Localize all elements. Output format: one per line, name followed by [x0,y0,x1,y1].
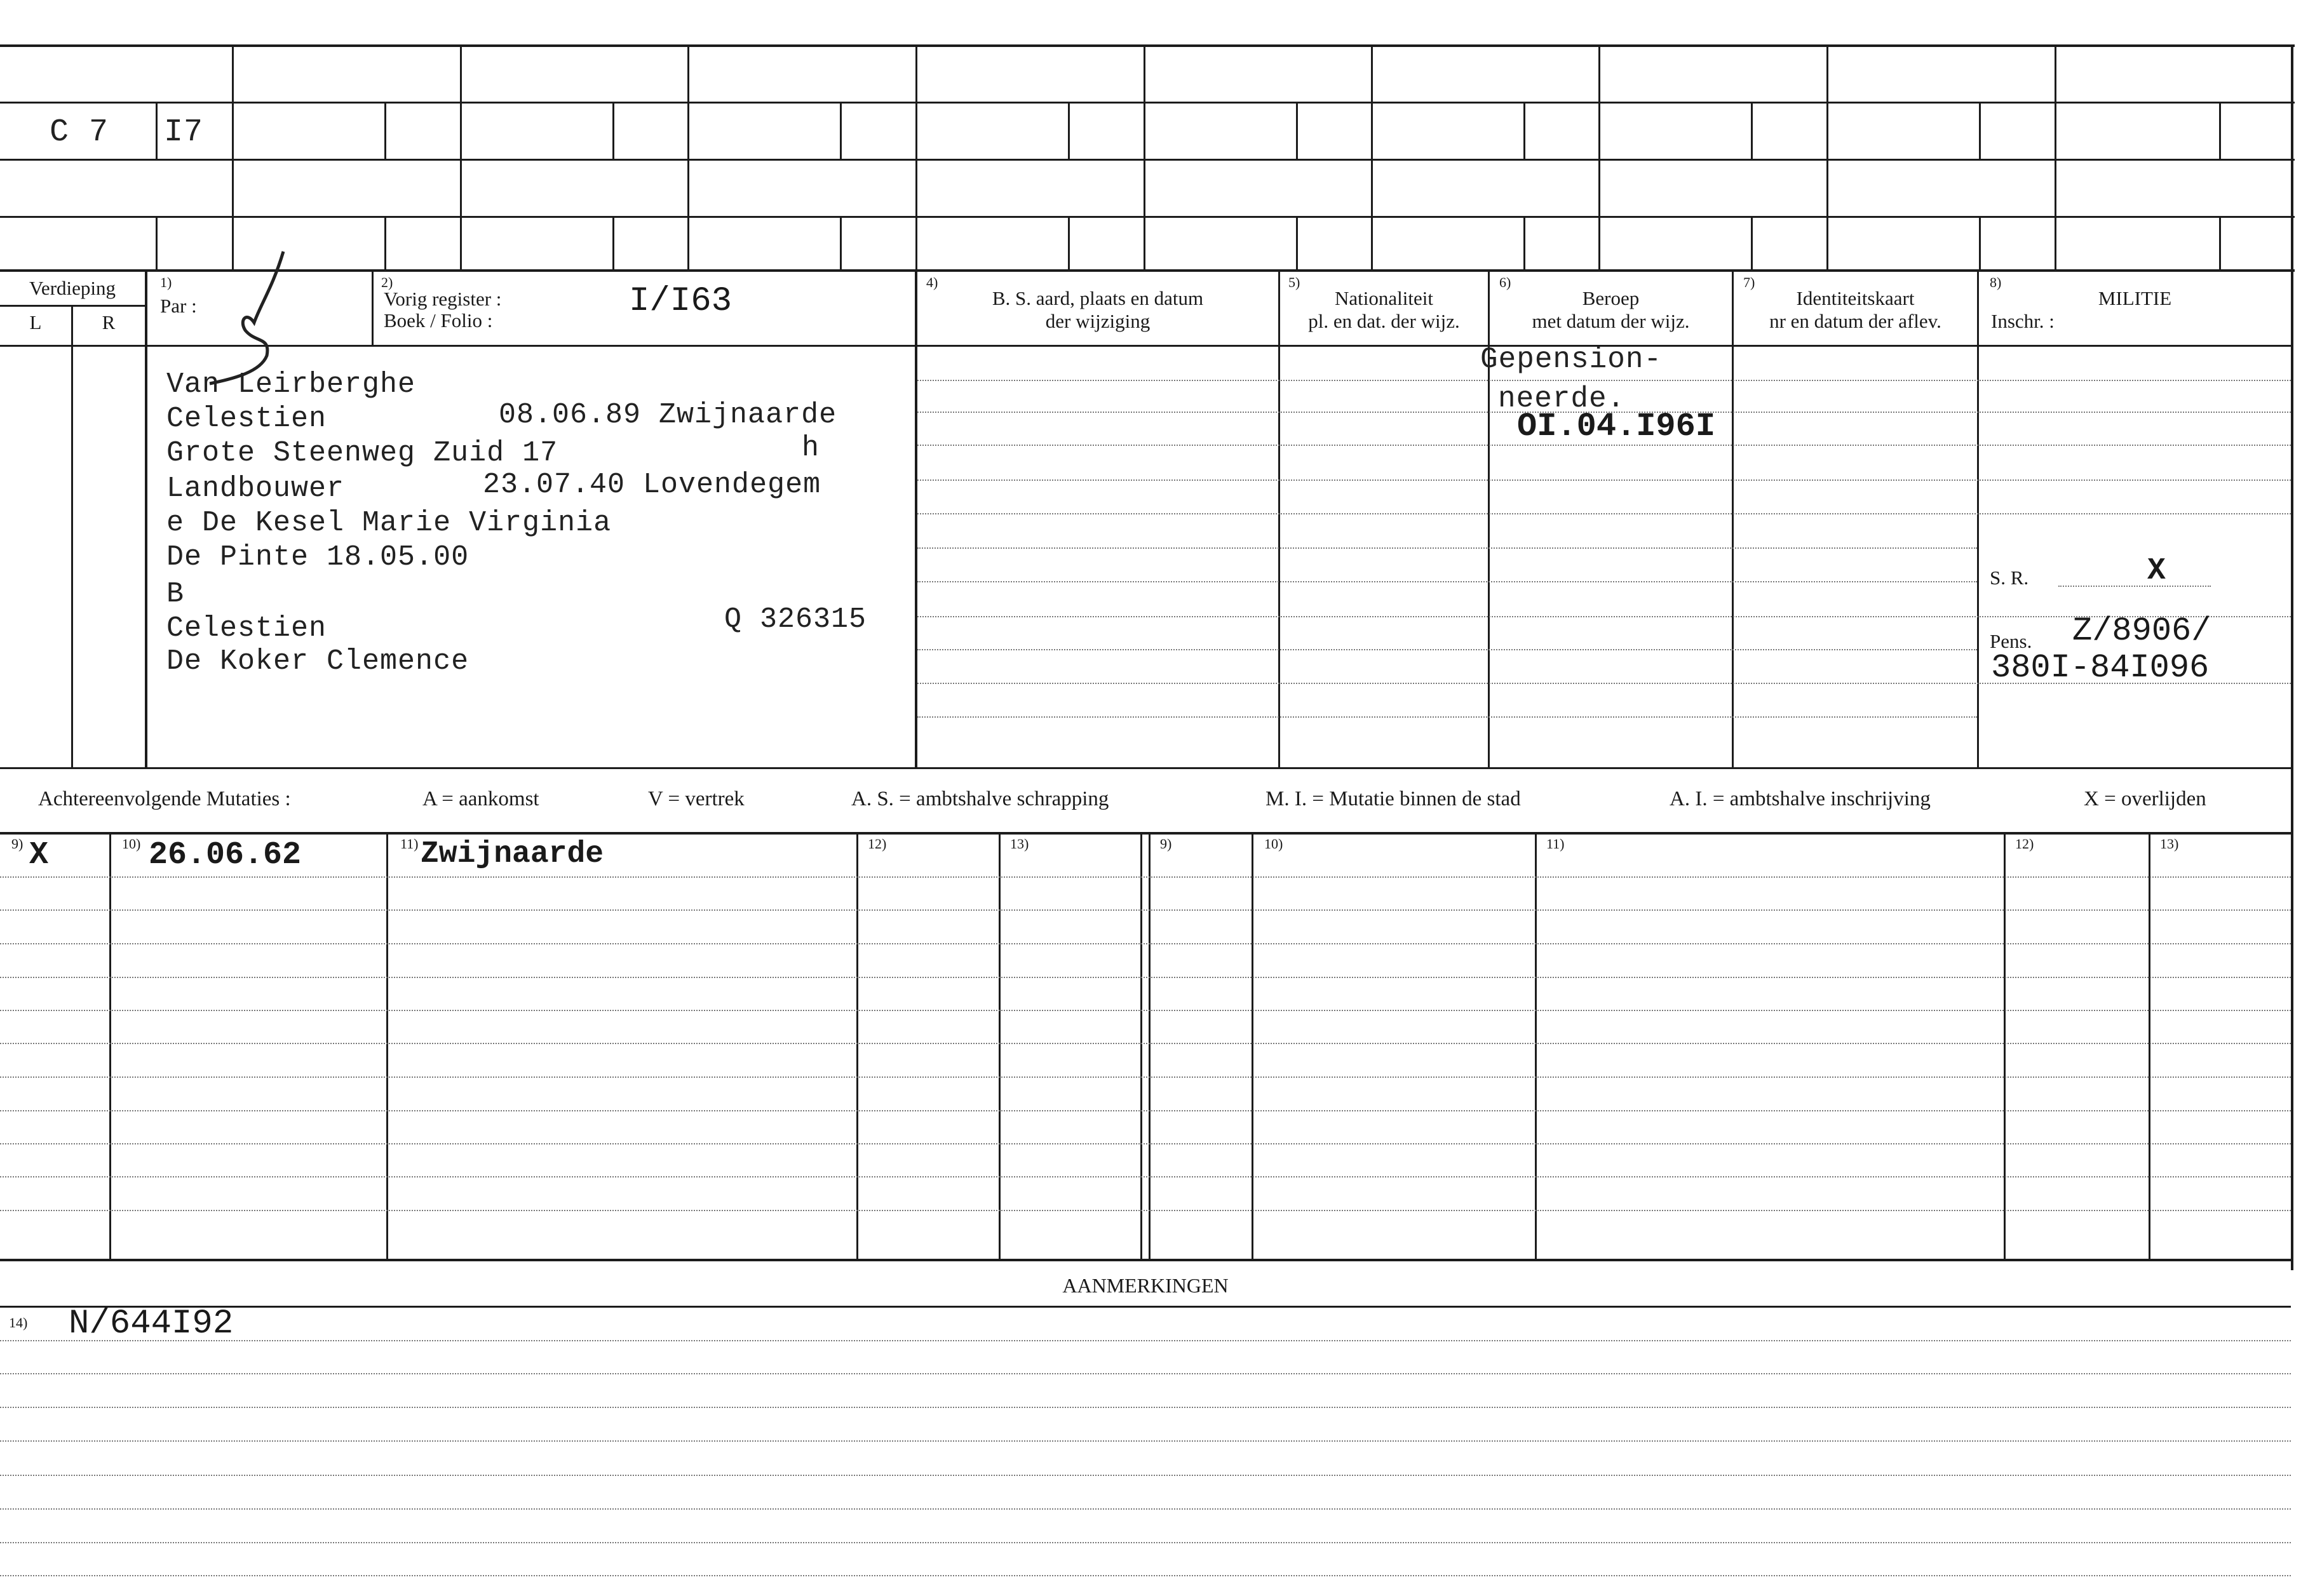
grid-line [0,767,2291,769]
ruled-line [0,1340,2291,1341]
profession-change-line2: neerde. [1498,382,1626,415]
ruled-line [0,1508,2291,1510]
remarks-value: N/644I92 [69,1304,234,1343]
floor-right-label: R [102,311,116,333]
grid-line [0,159,2295,161]
col-place-number: 11) [400,836,419,852]
profession-sub: met datum der wijz. [1532,310,1690,332]
book-folio-label: Boek / Folio : [384,309,493,332]
col-12-number: 12) [868,836,887,852]
grid-line [1144,44,1145,271]
mark-b: B [166,578,185,610]
occupation: Landbouwer [166,473,345,505]
col-date-number: 10) [122,836,141,852]
grid-line [856,833,858,1260]
remarks-title: AANMERKINGEN [1062,1274,1229,1297]
grid-line [156,216,158,271]
pens-value-2: 380I-84I096 [1991,649,2210,687]
grid-line [386,833,388,1260]
ruled-line [917,479,2291,481]
grid-line [0,269,2295,272]
grid-line [0,832,2291,835]
pens-label: Pens. [1990,630,2032,652]
grid-line [2055,44,2056,271]
col-13-number-right: 13) [2160,836,2179,852]
ruled-line [0,977,2291,978]
grid-line [71,305,73,768]
grid-line [915,44,917,271]
mutation-type: X [29,837,49,873]
par-number: 1) [160,274,172,290]
grid-line [1068,102,1070,160]
ruled-line [917,716,1977,718]
col-date-number-right: 10) [1264,836,1283,852]
father-name: Celestien [166,612,327,645]
legend-departure: V = vertrek [648,788,745,810]
grid-line [1140,833,1142,1260]
top-border [0,44,2295,47]
col-type-number: 9) [11,836,24,852]
sr-value: X [2147,554,2166,588]
ruled-line [0,1542,2291,1543]
prev-register-label: Vorig register : [384,288,502,310]
grid-line [1523,102,1525,160]
grid-line [1979,216,1981,271]
militia-label: MILITIE [2098,287,2172,309]
mother-name: De Koker Clemence [166,645,469,678]
legend-arrival: A = aankomst [422,788,539,810]
ruled-line [0,1475,2291,1476]
ruled-line [0,1076,2291,1078]
address: Grote Steenweg Zuid 17 [166,437,558,469]
grid-line [1598,44,1600,271]
grid-line [0,305,146,307]
ruled-line [0,1010,2291,1011]
militia-sub: Inschr. : [1991,310,2055,332]
grid-line [612,102,614,160]
id-card-sub: nr en datum der aflev. [1769,310,1941,332]
ruled-line [0,1407,2291,1408]
legend-title: Achtereenvolgende Mutaties : [38,788,291,810]
mutation-place: Zwijnaarde [421,837,604,871]
grid-line [156,102,158,160]
id-card-label: Identiteitskaart [1796,287,1915,309]
grid-line [1296,216,1298,271]
grid-line [1751,102,1753,160]
nationality-number: 5) [1288,274,1300,290]
ruled-line [0,1210,2291,1211]
grid-line [1751,216,1753,271]
profession-change-line1: Gepension- [1480,343,1663,376]
grid-line [372,271,374,347]
grid-line [145,271,147,768]
ruled-line [0,876,2291,878]
grid-line [612,216,614,271]
grid-line [0,102,2295,104]
grid-line [1371,44,1373,271]
grid-line [2149,833,2150,1260]
grid-line [2219,102,2221,160]
grid-line [0,345,2291,347]
ruled-line [917,581,1977,582]
mutation-date: 26.06.62 [149,837,302,873]
grid-line [384,102,386,160]
grid-line [1732,271,1734,768]
col-13-number: 13) [1010,836,1029,852]
prev-register-value: I/I63 [629,282,732,321]
ruled-line [0,1143,2291,1144]
marriage-date-place: 23.07.40 Lovendegem [483,469,821,501]
spouse-birth: De Pinte 18.05.00 [166,541,469,573]
id-card-number: 7) [1743,274,1755,290]
grid-line [1068,216,1070,271]
militia-number: 8) [1990,274,2002,290]
ruled-line [0,1110,2291,1111]
profession-change-date: OI.04.I96I [1517,408,1716,445]
grid-line [1826,44,1828,271]
code-value: C 7 [50,114,109,151]
profession-label: Beroep [1582,287,1640,309]
grid-line [1523,216,1525,271]
grid-line [1977,271,1979,768]
grid-line [1979,102,1981,160]
bs-sub: der wijziging [1045,310,1151,332]
ruled-line [0,1440,2291,1442]
grid-line [840,216,842,271]
spouse-name: e De Kesel Marie Virginia [166,507,612,539]
floor-left-label: L [29,311,42,333]
ruled-line [0,1043,2291,1044]
grid-line [1252,833,1253,1260]
ruled-line [0,1373,2291,1374]
prev-register-number: 2) [381,274,393,290]
ruled-line [0,943,2291,944]
grid-line [1296,102,1298,160]
profession-number: 6) [1499,274,1511,290]
surname: Van Leirberghe [166,368,416,401]
ruled-line [917,547,1977,549]
grid-line [2219,216,2221,271]
right-border [2291,44,2293,1270]
grid-line [687,44,689,271]
grid-line [0,1306,2291,1308]
col-place-number-right: 11) [1546,836,1565,852]
grid-line [232,44,234,271]
ruled-line [917,380,2291,381]
bs-label: B. S. aard, plaats en datum [992,287,1204,309]
code-number: I7 [164,114,204,151]
grid-line [999,833,1001,1260]
grid-line [0,1259,2291,1261]
bs-number: 4) [926,274,938,290]
grid-line [1535,833,1537,1260]
ruled-line [917,649,1977,650]
birth-date-place: 08.06.89 Zwijnaarde [499,399,837,431]
nationality-label: Nationaliteit [1335,287,1433,309]
floor-label: Verdieping [29,277,116,299]
grid-line [460,44,462,271]
grid-line [1278,271,1280,768]
remarks-number: 14) [9,1315,28,1331]
legend-registration: A. I. = ambtshalve inschrijving [1670,788,1931,810]
grid-line [915,271,917,768]
first-name: Celestien [166,403,327,435]
grid-line [1149,833,1151,1260]
grid-line [109,833,111,1260]
sr-label: S. R. [1990,567,2029,589]
legend-death: X = overlijden [2084,788,2206,810]
address-mark: h [802,432,820,464]
ruled-line [0,909,2291,911]
nationality-sub: pl. en dat. der wijz. [1308,310,1460,332]
id-code: Q 326315 [724,603,867,636]
sr-line [2058,586,2211,587]
ruled-line [0,1176,2291,1177]
par-label: Par : [160,295,197,317]
grid-line [840,102,842,160]
grid-line [2004,833,2006,1260]
legend-city-move: M. I. = Mutatie binnen de stad [1265,788,1521,810]
grid-line [384,216,386,271]
col-12-number-right: 12) [2015,836,2034,852]
grid-line [0,216,2295,218]
ruled-line [917,513,2291,514]
pens-value-1: Z/8906/ [2072,612,2211,650]
col-type-number-right: 9) [1160,836,1172,852]
ruled-line [0,1575,2291,1576]
legend-deregistration: A. S. = ambtshalve schrapping [851,788,1109,810]
